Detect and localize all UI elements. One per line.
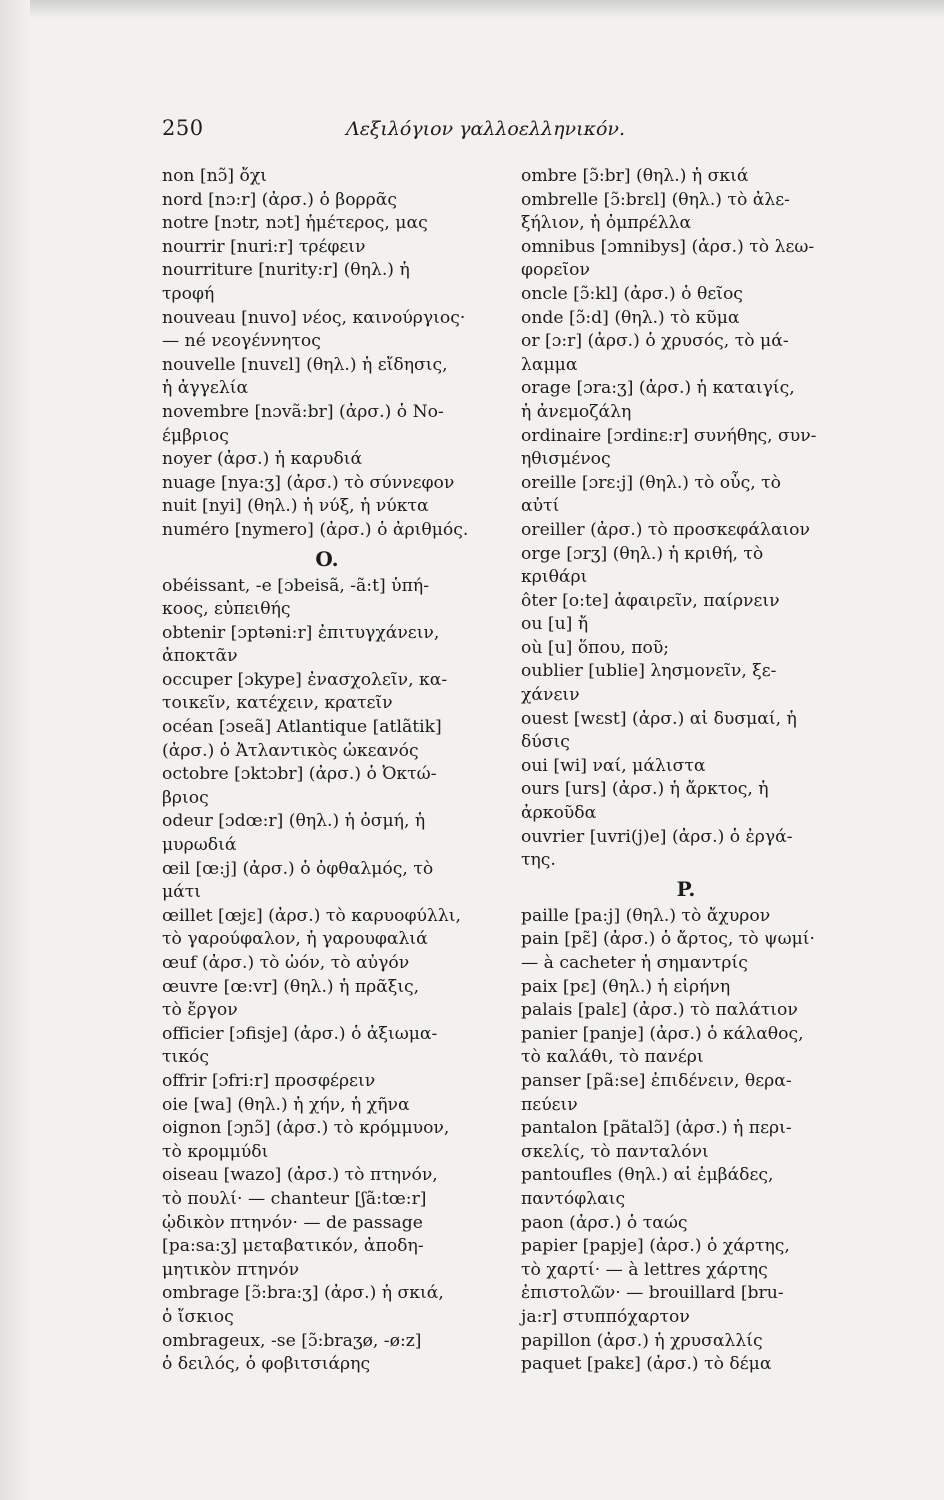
dictionary-line: où [u] ὅπου, ποῦ; <box>521 637 670 658</box>
dictionary-line: nourrir [nuri:r] τρέφειν <box>162 236 366 257</box>
dictionary-line: ouvrier [uvri(j)e] (ἀρσ.) ὁ ἐργά- <box>521 826 793 847</box>
dictionary-line: pain [pɛ̃] (ἀρσ.) ὁ ἄρτος, τὸ ψωμί· <box>521 929 815 950</box>
dictionary-line: pantoufles (θηλ.) αἱ ἐμβάδες, <box>521 1165 774 1186</box>
dictionary-line: omnibus [ɔmnibys] (ἀρσ.) τὸ λεω- <box>521 236 815 257</box>
dictionary-line: paix [pɛ] (θηλ.) ἡ εἰρήνη <box>521 976 731 997</box>
page-header <box>162 116 862 146</box>
dictionary-line: ἡ ἀγγελία <box>162 378 249 399</box>
dictionary-line: ôter [o:te] ἀφαιρεῖν, παίρνειν <box>521 590 780 611</box>
dictionary-line: ombrelle [ɔ̃:brɛl] (θηλ.) τὸ ἀλε- <box>521 189 790 210</box>
dictionary-line: oublier [ublie] λησμονεῖν, ξε- <box>521 661 777 682</box>
dictionary-line: panier [panje] (ἀρσ.) ὁ κάλαθος, <box>521 1023 804 1044</box>
dictionary-line: ἀποκτᾶν <box>162 646 238 667</box>
left-column <box>162 165 492 1377</box>
dictionary-line: [pa:sa:ʒ] μεταβατικόν, ἀποδη- <box>162 1236 424 1257</box>
entries-p <box>521 905 851 1377</box>
dictionary-line: ἡ ἀνεμοζάλη <box>521 401 632 422</box>
dictionary-line: ᾠδικὸν πτηνόν· — de passage <box>162 1212 423 1233</box>
section-heading-p: P. <box>676 876 696 901</box>
entries-n <box>162 165 492 543</box>
dictionary-line: papier [papje] (ἀρσ.) ὁ χάρτης, <box>521 1236 790 1257</box>
entries-o <box>162 575 492 1377</box>
dictionary-line: océan [ɔseã] Atlantique [atlãtik] <box>162 717 442 738</box>
dictionary-line: nuage [nya:ʒ] (ἀρσ.) τὸ σύννεφον <box>162 472 455 493</box>
dictionary-line: τὸ κρομμύδι <box>162 1141 269 1162</box>
dictionary-line: panser [pã:se] ἐπιδένειν, θερα- <box>521 1070 792 1091</box>
dictionary-line: τὸ καλάθι, τὸ πανέρι <box>521 1047 704 1068</box>
dictionary-line: μυρωδιά <box>162 835 237 856</box>
dictionary-line: σκελίς, τὸ πανταλόνι <box>521 1141 709 1162</box>
dictionary-line: oignon [ɔɲɔ̃] (ἀρσ.) τὸ κρόμμυον, <box>162 1118 450 1139</box>
dictionary-line: offrir [ɔfri:r] προσφέρειν <box>162 1070 376 1091</box>
dictionary-line: paille [pa:j] (θηλ.) τὸ ἄχυρον <box>521 905 771 926</box>
dictionary-line: nuit [nyi] (θηλ.) ἡ νύξ, ἡ νύκτα <box>162 496 429 517</box>
dictionary-line: τὸ γαρούφαλον, ἡ γαρουφαλιά <box>162 929 428 950</box>
dictionary-line: ξήλιον, ἡ ὀμπρέλλα <box>521 213 692 234</box>
dictionary-line: τροφή <box>162 283 215 304</box>
dictionary-line: numéro [nymero] (ἀρσ.) ὁ ἀριθμός. <box>162 519 469 540</box>
dictionary-line: μάτι <box>162 882 202 903</box>
dictionary-line: nouvelle [nuvɛl] (θηλ.) ἡ εἴδησις, <box>162 354 448 375</box>
dictionary-line: obtenir [ɔptəni:r] ἐπιτυγχάνειν, <box>162 622 440 643</box>
dictionary-line: novembre [nɔvã:br] (ἀρσ.) ὁ Νο- <box>162 401 444 422</box>
dictionary-line: πεύειν <box>521 1094 578 1115</box>
dictionary-line: pantalon [pãtalɔ̃] (ἀρσ.) ἡ περι- <box>521 1118 792 1139</box>
dictionary-line: έμβριος <box>162 425 229 446</box>
dictionary-line: orge [ɔrʒ] (θηλ.) ἡ κριθή, τὸ <box>521 543 764 564</box>
dictionary-line: nourriture [nurity:r] (θηλ.) ἡ <box>162 260 410 281</box>
dictionary-line: octobre [ɔktɔbr] (ἀρσ.) ὁ Ὀκτώ- <box>162 764 437 785</box>
dictionary-line: τικός <box>162 1047 209 1068</box>
dictionary-line: τὸ ἔργον <box>162 1000 238 1021</box>
dictionary-line: officier [ɔfisje] (ἀρσ.) ὁ ἀξιωμα- <box>162 1023 438 1044</box>
dictionary-line: ὁ δειλός, ὁ φοβιτσιάρης <box>162 1354 371 1375</box>
dictionary-line: occuper [ɔkype] ἐνασχολεῖν, κα- <box>162 669 448 690</box>
dictionary-line: ordinaire [ɔrdinɛ:r] συνήθης, συν- <box>521 425 817 446</box>
dictionary-line: τὸ χαρτί· — à lettres χάρτης <box>521 1259 768 1280</box>
dictionary-line: oreille [ɔrɛ:j] (θηλ.) τὸ οὖς, τὸ <box>521 472 782 493</box>
dictionary-line: δύσις <box>521 732 570 753</box>
dictionary-line: τοικεῖν, κατέχειν, κρατεῖν <box>162 693 393 714</box>
dictionary-line: ὁ ἴσκιος <box>162 1306 234 1327</box>
dictionary-line: — à cacheter ἡ σημαντρίς <box>521 953 748 973</box>
entries-o-continued <box>521 165 851 873</box>
dictionary-line: noyer (ἀρσ.) ἡ καρυδιά <box>162 449 363 470</box>
dictionary-line: œillet [œjɛ] (ἀρσ.) τὸ καρυοφύλλι, <box>162 905 461 926</box>
dictionary-line: oui [wi] ναί, μάλιστα <box>521 755 706 776</box>
dictionary-line: χάνειν <box>521 685 580 706</box>
dictionary-line: ἐπιστολῶν· — brouillard [bru- <box>521 1283 784 1304</box>
running-title: Λεξιλόγιον γαλλοελληνικόν. <box>346 118 626 140</box>
dictionary-line: ou [u] ἤ <box>521 614 589 635</box>
dictionary-line: paon (ἀρσ.) ὁ ταώς <box>521 1212 688 1233</box>
dictionary-line: παντόφλαις <box>521 1188 626 1209</box>
dictionary-line: oie [wa] (θηλ.) ἡ χήν, ἡ χῆνα <box>162 1094 410 1115</box>
dictionary-line: τὸ πουλί· — chanteur [ʃã:tœ:r] <box>162 1188 427 1209</box>
dictionary-line: (ἀρσ.) ὁ Ἀτλαντικὸς ὠκεανός <box>162 740 419 761</box>
dictionary-line: της. <box>521 850 556 871</box>
dictionary-line: φορεῖον <box>521 260 590 281</box>
dictionary-line: κριθάρι <box>521 567 588 588</box>
dictionary-line: ombre [ɔ̃:br] (θηλ.) ἡ σκιά <box>521 166 749 186</box>
dictionary-line: oncle [ɔ̃:kl] (ἀρσ.) ὁ θεῖος <box>521 283 743 304</box>
dictionary-line: — né νεογέννητος <box>162 331 321 352</box>
dictionary-line: œuf (ἀρσ.) τὸ ὠόν, τὸ αὐγόν <box>162 953 410 973</box>
dictionary-line: ouest [wɛst] (ἀρσ.) αἱ δυσμαί, ἡ <box>521 708 797 729</box>
dictionary-line: oreiller (ἀρσ.) τὸ προσκεφάλαιον <box>521 519 810 540</box>
dictionary-line: œuvre [œ:vr] (θηλ.) ἡ πρᾶξις, <box>162 976 420 997</box>
dictionary-line: œil [œ:j] (ἀρσ.) ὁ ὀφθαλμός, τὸ <box>162 858 434 879</box>
dictionary-line: μητικὸν πτηνόν <box>162 1259 300 1280</box>
dictionary-line: notre [nɔtr, nɔt] ἡμέτερος, μας <box>162 213 428 234</box>
dictionary-line: ombrage [ɔ̃:bra:ʒ] (ἀρσ.) ἡ σκιά, <box>162 1283 444 1304</box>
dictionary-line: ombrageux, -se [ɔ̃:braʒø, -ø:z] <box>162 1330 422 1351</box>
dictionary-line: αὐτί <box>521 496 560 517</box>
page-binding-shadow <box>0 0 30 1500</box>
page-edge-shadow <box>0 0 944 18</box>
dictionary-line: nord [nɔ:r] (ἀρσ.) ὁ βορρᾶς <box>162 189 397 210</box>
section-heading-o: O. <box>315 546 339 571</box>
dictionary-line: λαμμα <box>521 354 578 375</box>
dictionary-line: non [nɔ̃] ὄχι <box>162 166 268 186</box>
dictionary-line: oiseau [wazo] (ἀρσ.) τὸ πτηνόν, <box>162 1165 438 1186</box>
dictionary-line: κοος, εὐπειθής <box>162 599 291 620</box>
dictionary-line: orage [ɔra:ʒ] (ἀρσ.) ἡ καταιγίς, <box>521 378 795 399</box>
dictionary-line: palais [palɛ] (ἀρσ.) τὸ παλάτιον <box>521 1000 798 1021</box>
page-number: 250 <box>162 116 204 140</box>
dictionary-line: βριος <box>162 787 209 808</box>
dictionary-line: ἀρκοῦδα <box>521 803 597 824</box>
dictionary-line: odeur [ɔdœ:r] (θηλ.) ἡ ὀσμή, ἡ <box>162 811 426 832</box>
dictionary-line: paquet [pakɛ] (ἀρσ.) τὸ δέμα <box>521 1354 772 1375</box>
dictionary-line: onde [ɔ̃:d] (θηλ.) τὸ κῦμα <box>521 307 740 328</box>
dictionary-line: nouveau [nuvo] νέος, καινούργιος· <box>162 307 466 328</box>
dictionary-line: ja:r] στυππόχαρτον <box>521 1306 690 1327</box>
right-column <box>521 165 851 1377</box>
dictionary-line: papillon (ἀρσ.) ἡ χρυσαλλίς <box>521 1330 763 1351</box>
dictionary-line: ηθισμένος <box>521 449 611 470</box>
dictionary-line: ours [urs] (ἀρσ.) ἡ ἄρκτος, ἡ <box>521 779 769 800</box>
dictionary-line: or [ɔ:r] (ἀρσ.) ὁ χρυσός, τὸ μά- <box>521 331 789 352</box>
dictionary-line: obéissant, -e [ɔbeisã, -ã:t] ὑπή- <box>162 575 430 596</box>
